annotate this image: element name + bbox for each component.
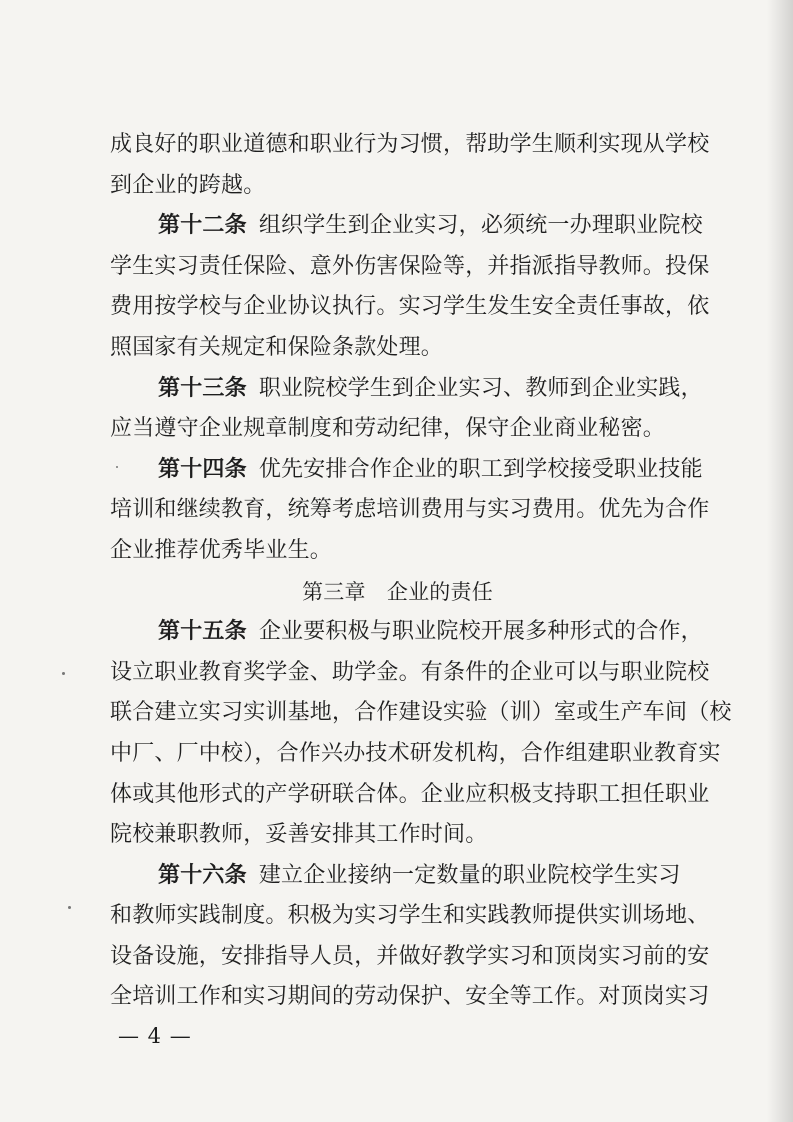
article-16-line — [110, 856, 685, 897]
body-line — [110, 775, 710, 816]
body-line — [110, 287, 710, 328]
line-text: 设备设施，安排指导人员，并做好教学实习和顶岗实习前的安 — [110, 943, 710, 969]
body-line — [110, 166, 685, 207]
line-text: 中厂、厂中校），合作兴办技术研发机构，合作组建职业教育实 — [110, 740, 721, 766]
line-text: 成良好的职业道德和职业行为习惯，帮助学生顺利实现从学校 — [110, 132, 710, 157]
line-text: 联合建立实习实训基地，合作建设实验（训）室或生产车间（校 — [110, 700, 732, 726]
line-text: 全培训工作和实习期间的劳动保护、安全等工作。对顶岗实习 — [110, 984, 710, 1010]
article-12-line — [110, 206, 703, 247]
line-text: 院校兼职教师，妥善安排其工作时间。 — [110, 822, 488, 848]
body-line — [110, 896, 710, 937]
line-text: 培训和继续教育，统筹考虑培训费用与实习费用。优先为合作 — [110, 497, 710, 523]
line-text: 设立职业教育奖学金、助学金。有条件的企业可以与职业院校 — [110, 659, 710, 685]
article-number: 第十二条 — [158, 213, 247, 239]
article-15-line — [110, 612, 703, 653]
line-text: 企业推荐优秀毕业生。 — [110, 537, 333, 563]
article-number: 第十三条 — [158, 375, 247, 401]
body-line — [110, 490, 710, 531]
line-text: 建立企业接纳一定数量的职业院校学生实习 — [258, 862, 681, 888]
line-text: 和教师实践制度。积极为实习学生和实践教师提供实训场地、 — [110, 903, 710, 929]
line-text: 费用按学校与企业协议执行。实习学生发生安全责任事故，依 — [110, 294, 710, 320]
line-text: 职业院校学生到企业实习、教师到企业实践， — [258, 375, 703, 401]
body-line — [110, 653, 710, 694]
line-text: 应当遵守企业规章制度和劳动纪律，保守企业商业秘密。 — [110, 416, 666, 442]
article-number: 第十五条 — [158, 619, 247, 645]
body-line — [110, 977, 710, 1018]
line-text: 照国家有关规定和保险条款处理。 — [110, 334, 444, 360]
page-edge-shadow — [767, 0, 793, 1122]
article-number: 第十六条 — [158, 862, 247, 888]
body-line — [110, 125, 710, 166]
body-line — [110, 409, 685, 450]
line-text: 企业要积极与职业院校开展多种形式的合作， — [258, 619, 703, 645]
body-line — [110, 693, 732, 734]
body-line — [110, 328, 685, 369]
line-text: 优先安排合作企业的职工到学校接受职业技能 — [258, 456, 703, 482]
line-text: 学生实习责任保险、意外伤害保险等，并指派指导教师。投保 — [110, 253, 710, 279]
line-text: 组织学生到企业实习，必须统一办理职业院校 — [258, 213, 703, 239]
body-line — [110, 815, 685, 856]
article-number: 第十四条 — [158, 456, 247, 482]
body-line — [110, 531, 685, 572]
body-line — [110, 734, 721, 775]
document-body — [110, 125, 732, 1018]
chapter-heading: 第三章 企业的责任 — [302, 579, 493, 604]
line-text: 体或其他形式的产学研联合体。企业应积极支持职工担任职业 — [110, 781, 710, 807]
page-number: — 4 — — [118, 1024, 192, 1048]
article-14-line — [110, 450, 703, 491]
line-text: 到企业的跨越。 — [110, 172, 266, 198]
article-13-line — [110, 369, 703, 410]
body-line — [110, 937, 710, 978]
body-line — [110, 247, 710, 288]
scan-speck — [62, 672, 65, 675]
scan-speck — [68, 906, 71, 909]
